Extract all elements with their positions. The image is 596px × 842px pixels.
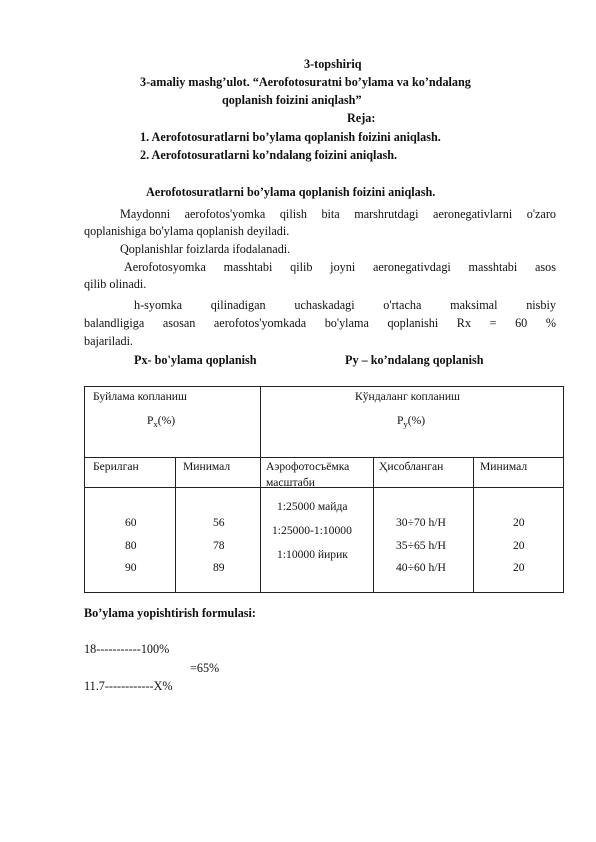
table-cell-minimal-y: 20	[513, 561, 525, 574]
paragraph-2: Qoplanishlar foizlarda ifodalanadi.	[120, 242, 291, 256]
formula-line-1: 18-----------100%	[84, 642, 170, 656]
table-cell-scale: 1:10000 йирик	[277, 548, 348, 561]
left-group-symbol	[147, 414, 175, 429]
col-header-minimal-x: Минимал	[183, 460, 231, 473]
table-divider	[85, 457, 563, 458]
table-cell-given: 90	[125, 561, 137, 574]
title-line-1: 3-amaliy mashg’ulot. “Aerofotosuratni bo’ylama va ko’ndalang	[140, 75, 471, 89]
formula-heading: Bo’ylama yopishtirish formulasi:	[84, 606, 256, 620]
table-cell-given: 60	[125, 516, 137, 529]
table-divider	[260, 387, 261, 592]
plan-item-1: 1. Aerofotosuratlarni bo’ylama qoplanish foizini aniqlash.	[140, 130, 441, 144]
col-header-minimal-y: Минимал	[480, 460, 528, 473]
table-cell-calculated: 35÷65 h/H	[396, 539, 446, 552]
table-cell-minimal-x: 89	[213, 561, 225, 574]
subscript-x: x	[153, 419, 158, 429]
paragraph-1-line-1: Maydonni aerofotos'yomka qilish bita marshrutdagi aeronegativlarni o'zaro	[120, 207, 556, 221]
table-divider	[85, 487, 563, 488]
py-label: Py – ko’ndalang qoplanish	[345, 353, 484, 367]
unit-percent: (%)	[407, 414, 426, 427]
px-label: Px- bo'ylama qoplanish	[134, 353, 257, 367]
table-cell-minimal-y: 20	[513, 539, 525, 552]
table-cell-minimal-x: 78	[213, 539, 225, 552]
right-group-header: Кўндаланг копланиш	[355, 390, 460, 403]
plan-item-2: 2. Aerofotosuratlarni ko’ndalang foizini aniqlash.	[140, 148, 398, 162]
paragraph-3-line-1: Aerofotosyomka masshtabi qilib joyni aeronegativdagi masshtabi asos	[124, 260, 556, 274]
right-group-symbol	[397, 414, 425, 429]
col-header-calculated: Ҳисобланган	[379, 460, 444, 473]
table-divider	[373, 457, 374, 592]
task-number: 3-topshiriq	[304, 57, 362, 71]
table-divider	[175, 457, 176, 592]
subscript-y: y	[403, 419, 408, 429]
section-heading: Aerofotosuratlarni bo’ylama qoplanish foizini aniqlash.	[146, 185, 436, 199]
paragraph-4-line-3: bajariladi.	[84, 334, 134, 348]
formula-result: =65%	[190, 661, 220, 675]
paragraph-4-line-2: balandligiga asosan aerofotos'yomkada bo'ylama qoplanishi Rx = 60 %	[84, 316, 556, 330]
paragraph-3-line-2: qilib olinadi.	[84, 277, 147, 291]
paragraph-1-line-2: qoplanishiga bo'ylama qoplanish deyiladi.	[84, 224, 290, 238]
symbol-p: P	[147, 414, 154, 427]
unit-percent: (%)	[157, 414, 176, 427]
left-group-header: Буйлама копланиш	[93, 390, 187, 403]
coverage-table	[84, 386, 564, 593]
col-header-scale-2: масштаби	[266, 476, 315, 489]
table-cell-scale: 1:25000-1:10000	[272, 524, 352, 537]
formula-line-2: 11.7------------X%	[84, 679, 173, 693]
paragraph-4-line-1: h-syomka qilinadigan uchaskadagi o'rtacha maksimal nisbiy	[134, 298, 556, 312]
symbol-p: P	[397, 414, 404, 427]
table-cell-minimal-y: 20	[513, 516, 525, 529]
title-line-2: qoplanish foizini aniqlash”	[222, 93, 362, 107]
table-cell-given: 80	[125, 539, 137, 552]
col-header-scale: Аэрофотосъёмка	[266, 460, 350, 473]
plan-label: Reja:	[347, 111, 376, 125]
table-cell-minimal-x: 56	[213, 516, 225, 529]
table-cell-scale: 1:25000 майда	[277, 500, 348, 513]
table-divider	[473, 457, 474, 592]
col-header-given: Берилган	[93, 460, 139, 473]
table-cell-calculated: 40÷60 h/H	[396, 561, 446, 574]
table-cell-calculated: 30÷70 h/H	[396, 516, 446, 529]
